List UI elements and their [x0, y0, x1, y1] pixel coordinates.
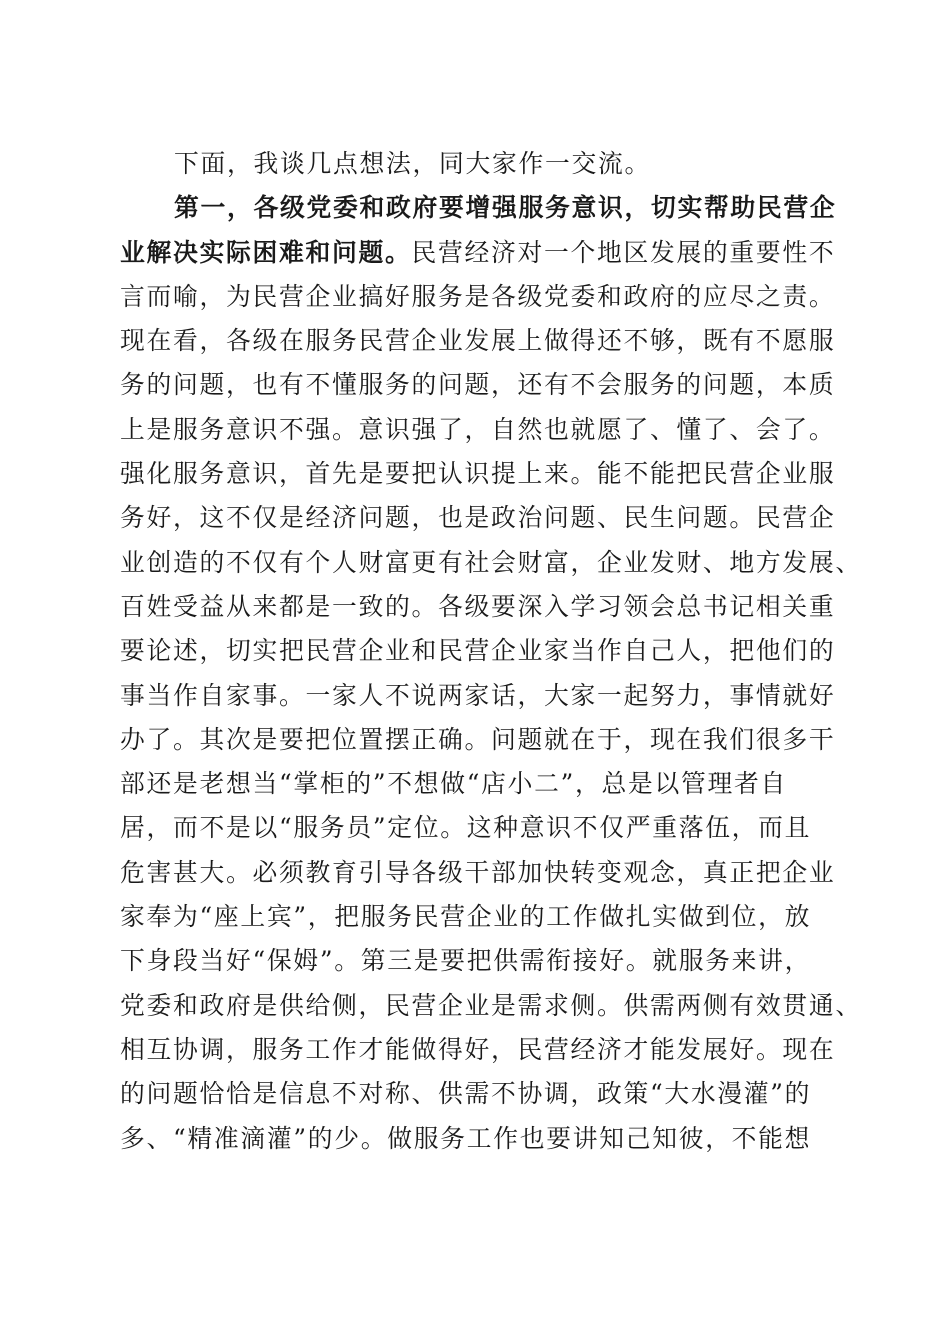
text-line-6: 务的问题，也有不懂服务的问题，还有不会服务的问题，本质 — [120, 370, 836, 400]
text-line-17: 危害甚大。必须教育引导各级干部加快转变观念，真正把企业 — [120, 857, 836, 887]
text-line-1: 下面，我谈几点想法，同大家作一交流。 — [174, 149, 651, 178]
text-line-14: 办了。其次是要把位置摆正确。问题就在于，现在我们很多干 — [120, 724, 836, 754]
text-line-2 — [120, 186, 837, 230]
text-line-11: 百姓受益从来都是一致的。各级要深入学习领会总书记相关重 — [120, 591, 836, 621]
text-line-4: 言而喻，为民营企业搞好服务是各级党委和政府的应尽之责。 — [120, 281, 836, 311]
text-line-8: 强化服务意识，首先是要把认识提上来。能不能把民营企业服 — [120, 459, 836, 489]
text-line-16: 居，而不是以“服务员”定位。这种意识不仅严重落伍，而且 — [120, 813, 812, 843]
text-line-12: 要论述，切实把民营企业和民营企业家当作自己人，把他们的 — [120, 636, 836, 666]
text-line-13: 事当作自家事。一家人不说两家话，大家一起努力，事情就好 — [120, 680, 836, 710]
section-heading: 第一，各级党委和政府要增强服务意识，切实帮助民营企 — [174, 193, 837, 223]
text-line-18: 家奉为“座上宾”，把服务民营企业的工作做扎实做到位，放 — [120, 902, 812, 932]
text-line-10: 业创造的不仅有个人财富更有社会财富，企业发财、地方发展、 — [120, 547, 862, 577]
text-line-5: 现在看，各级在服务民营企业发展上做得还不够，既有不愿服 — [120, 326, 836, 356]
text-line-22: 的问题恰恰是信息不对称、供需不协调，政策“大水漫灌”的 — [120, 1079, 812, 1109]
text-line-15: 部还是老想当“掌柜的”不想做“店小二”，总是以管理者自 — [120, 769, 787, 799]
body-text — [120, 142, 862, 1161]
text-line-23: 多、“精准滴灌”的少。做服务工作也要讲知己知彼，不能想 — [120, 1123, 812, 1153]
text-line-9: 务好，这不仅是经济问题，也是政治问题、民生问题。民营企 — [120, 503, 836, 533]
text-line-21: 相互协调，服务工作才能做得好，民营经济才能发展好。现在 — [120, 1034, 836, 1064]
text-line-3: 业解决实际困难和问题。民营经济对一个地区发展的重要性不 — [120, 237, 836, 267]
text-line-7: 上是服务意识不强。意识强了，自然也就愿了、懂了、会了。 — [120, 414, 836, 444]
section-heading-end: 业解决实际困难和问题。 — [120, 237, 412, 267]
text-line-20: 党委和政府是供给侧，民营企业是需求侧。供需两侧有效贯通、 — [120, 990, 862, 1020]
text-line-19: 下身段当好“保姆”。第三是要把供需衔接好。就服务来讲， — [120, 946, 812, 976]
